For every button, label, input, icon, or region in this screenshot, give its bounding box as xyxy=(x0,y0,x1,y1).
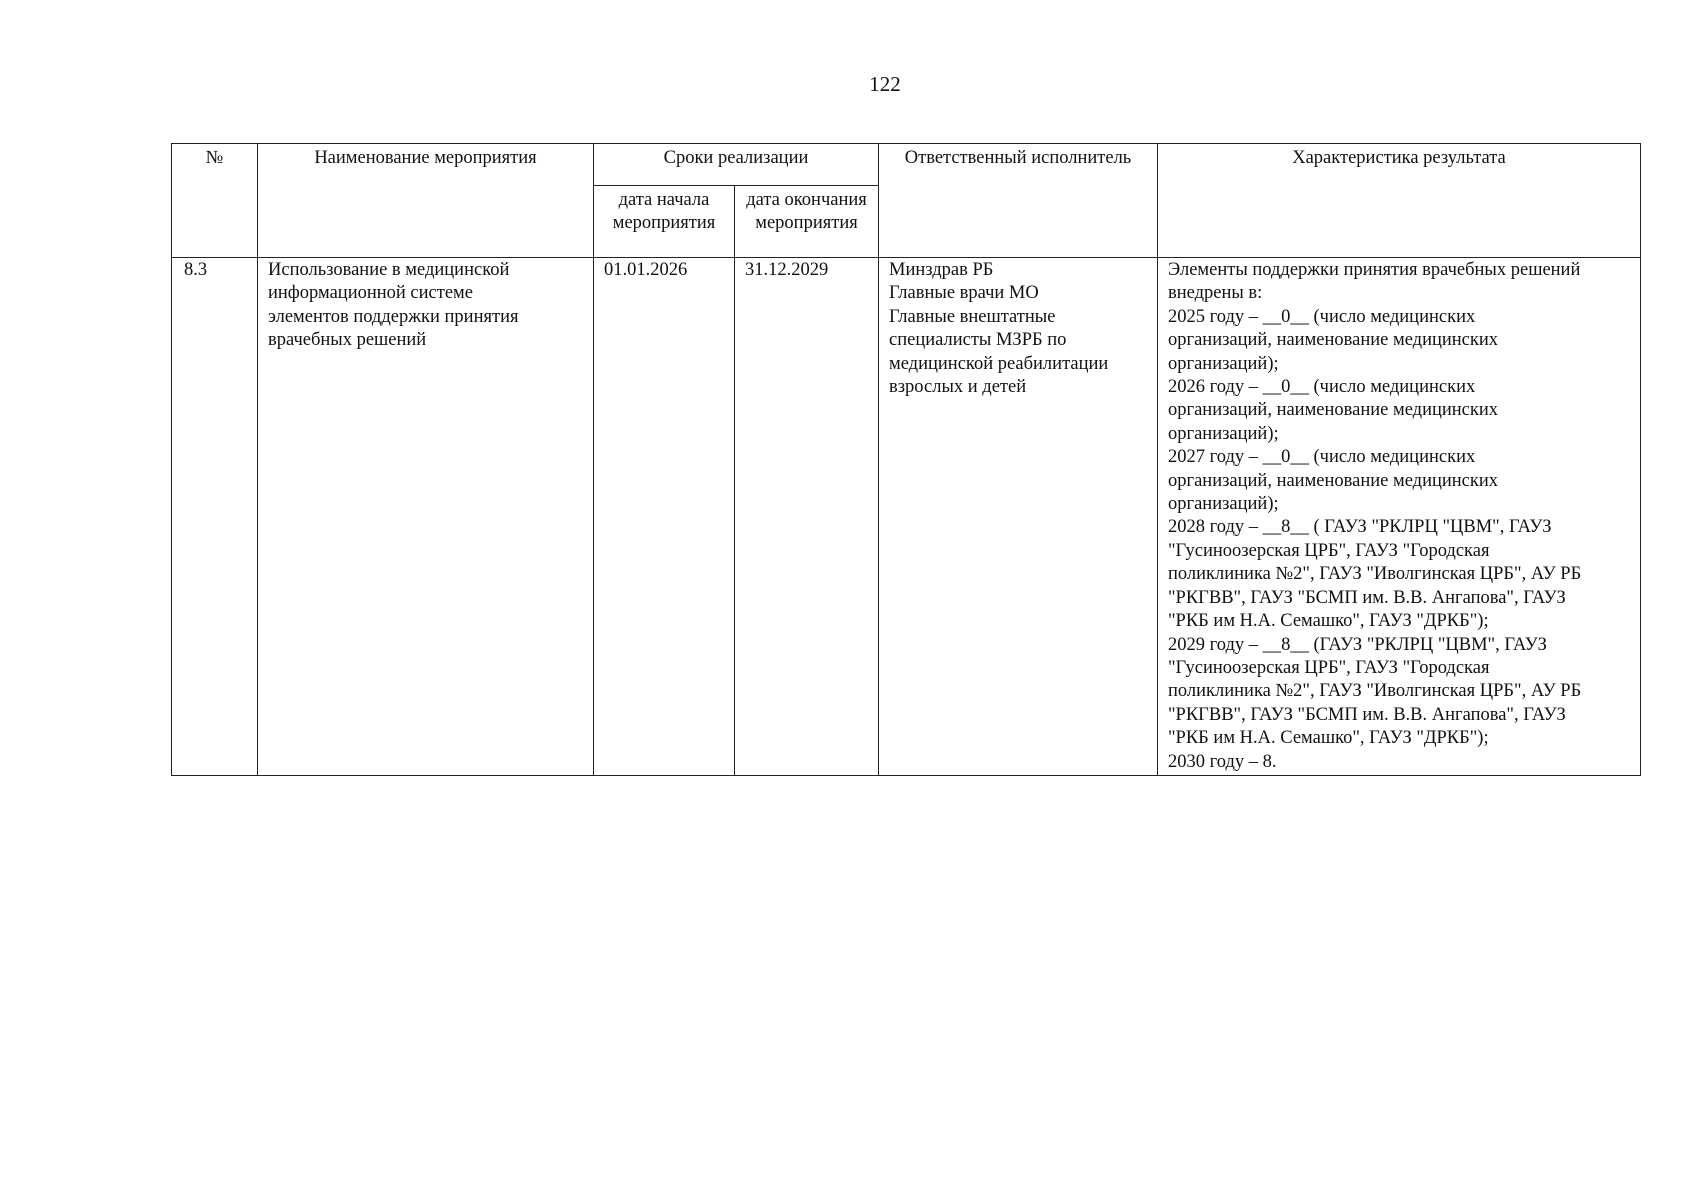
row-result-line: внедрены в: xyxy=(1168,283,1263,304)
row-responsible xyxy=(879,258,1158,776)
header-row xyxy=(172,144,1641,186)
row-result-line: "Гусиноозерская ЦРБ", ГАУЗ "Городская xyxy=(1168,540,1490,561)
row-result-line: организаций); xyxy=(1168,423,1279,444)
row-result-line: "РКГВВ", ГАУЗ "БСМП им. В.В. Ангапова", ГАУЗ xyxy=(1168,587,1566,608)
header-name: Наименование мероприятия xyxy=(258,144,594,258)
row-result-line: организаций, наименование медицинских xyxy=(1168,470,1499,491)
row-responsible-line: медицинской реабилитации xyxy=(889,353,1109,374)
row-result-line: 2025 году – __0__ (число медицинских xyxy=(1168,306,1476,327)
row-result-line: организаций); xyxy=(1168,494,1279,515)
row-result-line: организаций, наименование медицинских xyxy=(1168,400,1499,421)
row-responsible-line: Главные внештатные xyxy=(889,306,1056,327)
header-end-date: дата окончания мероприятия xyxy=(735,186,879,258)
activities-table xyxy=(171,143,1641,776)
row-result xyxy=(1158,258,1641,776)
header-num: № xyxy=(172,144,258,258)
header-period: Сроки реализации xyxy=(594,144,879,186)
row-responsible-line: Главные врачи МО xyxy=(889,283,1039,304)
row-responsible-line: специалисты МЗРБ по xyxy=(889,330,1067,351)
header-start-date: дата начала мероприятия xyxy=(594,186,735,258)
row-result-line: Элементы поддержки принятия врачебных решений xyxy=(1168,260,1581,280)
row-name xyxy=(258,258,594,776)
row-result-line: 2027 году – __0__ (число медицинских xyxy=(1168,447,1476,468)
row-result-line: "Гусиноозерская ЦРБ", ГАУЗ "Городская xyxy=(1168,657,1490,678)
row-name-line: элементов поддержки принятия xyxy=(268,306,519,327)
row-result-line: "РКБ им Н.А. Семашко", ГАУЗ "ДРКБ"); xyxy=(1168,728,1489,749)
table-row xyxy=(172,258,1641,776)
row-result-line: 2028 году – __8__ ( ГАУЗ "РКЛРЦ "ЦВМ", ГАУЗ xyxy=(1168,517,1552,538)
row-name-line: Использование в медицинской xyxy=(268,260,510,280)
row-result-line: поликлиника №2", ГАУЗ "Иволгинская ЦРБ", АУ РБ xyxy=(1168,681,1582,702)
row-result-line: 2029 году – __8__ (ГАУЗ "РКЛРЦ "ЦВМ", ГАУЗ xyxy=(1168,634,1547,655)
row-num: 8.3 xyxy=(172,258,258,776)
row-result-line: поликлиника №2", ГАУЗ "Иволгинская ЦРБ", АУ РБ xyxy=(1168,564,1582,585)
header-responsible: Ответственный исполнитель xyxy=(879,144,1158,258)
row-result-line: организаций); xyxy=(1168,353,1279,374)
row-result-line: 2026 году – __0__ (число медицинских xyxy=(1168,377,1476,398)
row-end-date: 31.12.2029 xyxy=(735,258,879,776)
row-responsible-line: взрослых и детей xyxy=(889,377,1027,398)
row-result-line: "РКБ им Н.А. Семашко", ГАУЗ "ДРКБ"); xyxy=(1168,611,1489,632)
row-name-line: врачебных решений xyxy=(268,330,427,351)
row-name-line: информационной системе xyxy=(268,283,473,304)
row-start-date: 01.01.2026 xyxy=(594,258,735,776)
row-result-line: организаций, наименование медицинских xyxy=(1168,330,1499,351)
row-result-line: 2030 году – 8. xyxy=(1168,751,1277,772)
header-result: Характеристика результата xyxy=(1158,144,1641,258)
page-number: 122 xyxy=(869,72,901,96)
row-result-line: "РКГВВ", ГАУЗ "БСМП им. В.В. Ангапова", ГАУЗ xyxy=(1168,704,1566,725)
row-responsible-line: Минздрав РБ xyxy=(889,260,994,280)
